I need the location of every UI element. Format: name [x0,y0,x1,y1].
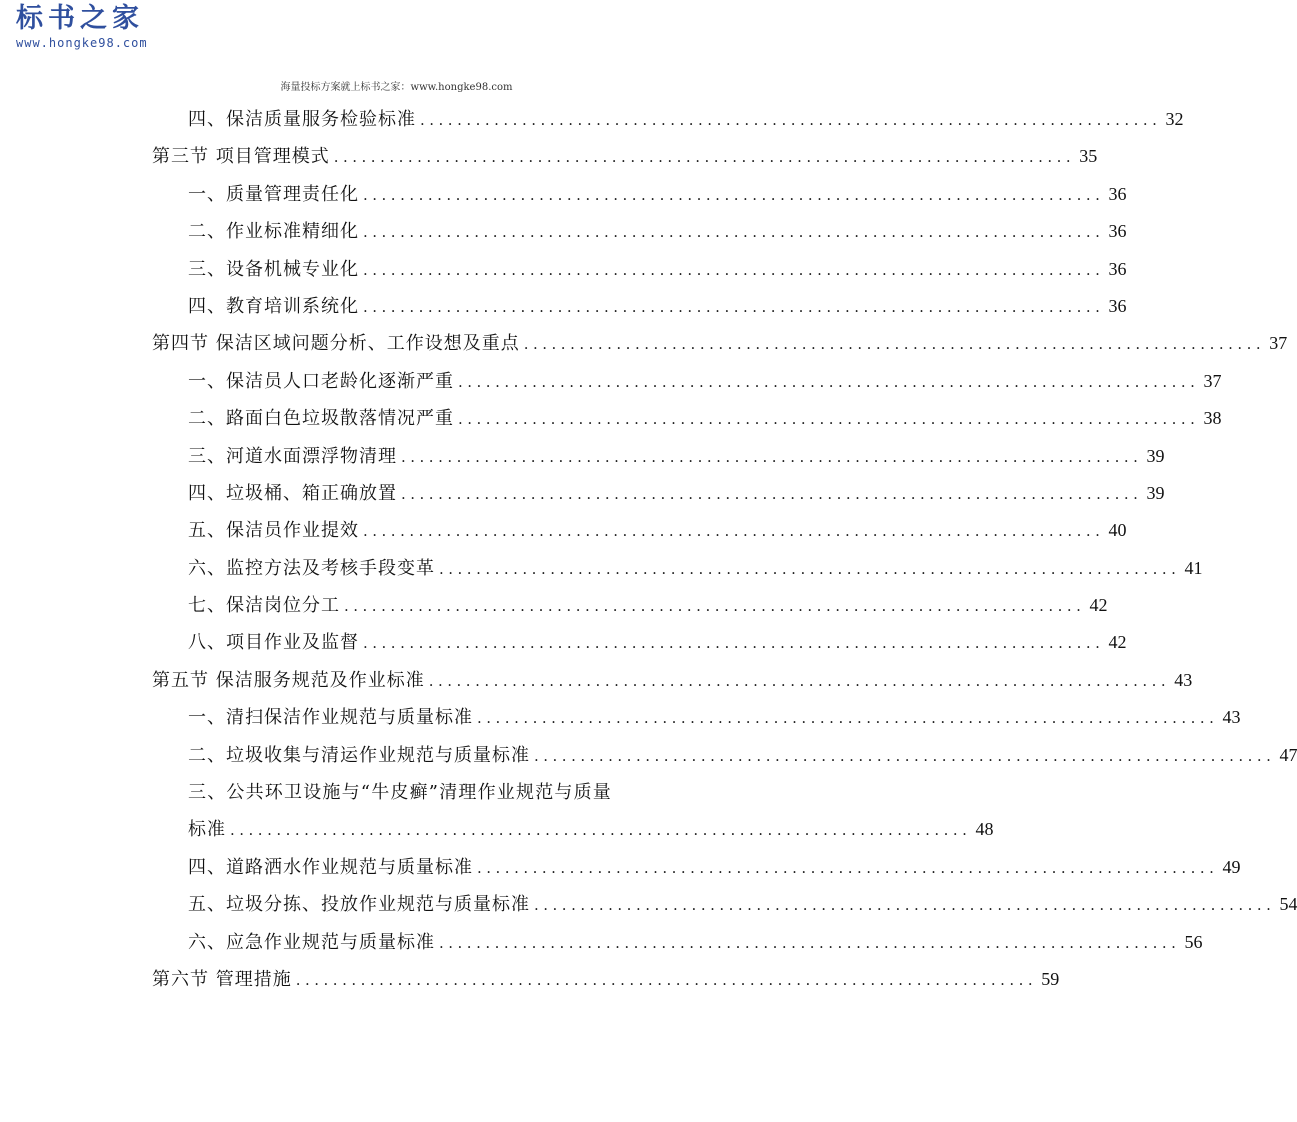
toc-dot-leader: ................................................................................ [477,709,1219,728]
logo [16,2,176,50]
toc-dot-leader: ................................................................................ [230,821,972,840]
toc-subsection-entry[interactable] [152,101,1184,138]
toc-dot-leader: ................................................................................ [458,410,1200,429]
toc-subsection-entry[interactable] [152,213,1127,250]
toc-page-number: 39 [1146,445,1165,466]
toc-subsection-entry[interactable] [152,886,1297,923]
toc-page-number: 54 [1279,894,1297,915]
toc-entry-label: 第三节 项目管理模式 [152,146,330,168]
toc-dot-leader: ................................................................................ [363,260,1105,279]
toc-subsection-entry[interactable] [152,512,1127,549]
toc-page-number: 36 [1108,258,1127,279]
toc-entry-wrapped-line[interactable]: 三、公共环卫设施与“牛皮癣”清理作业规范与质量 [188,782,613,804]
toc-page-number: 41 [1184,557,1203,578]
toc-entry-label: 八、项目作业及监督 [188,632,359,654]
toc-subsection-entry[interactable] [152,475,1165,512]
toc-entry-label: 二、作业标准精细化 [188,221,359,243]
toc-subsection-entry[interactable] [152,550,1203,587]
toc-page-number: 43 [1174,669,1193,690]
toc-page-number: 32 [1165,109,1184,129]
page-header: 海量投标方案就上标书之家：www.hongke98.com [280,82,513,93]
toc-entry-label: 六、监控方法及考核手段变革 [188,557,435,579]
toc-entry-label: 六、应急作业规范与质量标准 [188,931,435,953]
logo-title: 标书之家 [16,3,144,34]
toc-dot-leader: ................................................................................ [363,223,1105,242]
toc-subsection-entry[interactable] [152,288,1127,325]
toc-page-number: 39 [1146,482,1165,503]
toc-subsection-entry[interactable] [152,849,1241,886]
toc-page-number: 35 [1079,146,1098,167]
toc-dot-leader: ................................................................................ [363,185,1105,204]
toc-entry-label: 二、路面白色垃圾散落情况严重 [188,408,454,430]
toc-page-number: 36 [1108,221,1127,242]
toc-dot-leader: ................................................................................ [420,111,1162,129]
toc-dot-leader: ................................................................................ [523,335,1266,354]
toc-subsection-entry[interactable] [152,176,1127,213]
toc-dot-leader: ................................................................................ [458,372,1200,391]
toc-dot-leader: ................................................................................ [295,970,1038,989]
toc-page-number: 42 [1089,595,1108,616]
toc-dot-leader: ................................................................................ [401,447,1143,466]
toc-dot-leader: ................................................................................ [428,671,1171,690]
toc-page-number: 49 [1222,856,1241,877]
toc-dot-leader: ................................................................................ [534,746,1276,765]
toc-subsection-entry[interactable] [152,400,1222,437]
toc-entry-label: 三、设备机械专业化 [188,258,359,280]
toc-entry-label: 第五节 保洁服务规范及作业标准 [152,669,425,691]
toc-section-entry[interactable] [152,325,1288,362]
toc-subsection-entry[interactable] [152,438,1165,475]
toc-page-number: 47 [1279,744,1297,765]
toc-dot-leader: ................................................................................ [439,933,1181,952]
toc-page-number: 37 [1203,370,1222,391]
toc-subsection-entry[interactable] [152,624,1127,661]
toc-entry-label: 四、教育培训系统化 [188,295,359,317]
toc-dot-leader: ................................................................................ [333,148,1076,167]
toc-subsection-entry[interactable] [152,363,1222,400]
toc-page-number: 38 [1203,408,1222,429]
toc-page-number: 43 [1222,707,1241,728]
toc-dot-leader: ................................................................................ [534,896,1276,915]
toc-page-number: 40 [1108,520,1127,541]
toc-dot-leader: ................................................................................ [363,297,1105,316]
toc-page-number: 56 [1184,931,1203,952]
table-of-contents [152,101,1297,998]
toc-section-entry[interactable] [152,662,1193,699]
toc-section-entry[interactable] [152,138,1098,175]
toc-entry-label: 五、保洁员作业提效 [188,520,359,542]
toc-entry-label: 第四节 保洁区域问题分析、工作设想及重点 [152,333,520,355]
toc-entry-label: 三、河道水面漂浮物清理 [188,445,397,467]
toc-dot-leader: ................................................................................ [477,858,1219,877]
toc-entry-label: 一、质量管理责任化 [188,183,359,205]
toc-subsection-entry[interactable] [152,924,1203,961]
toc-dot-leader: ................................................................................ [363,634,1105,653]
toc-entry-label: 七、保洁岗位分工 [188,595,340,617]
toc-subsection-entry[interactable] [152,811,994,848]
toc-entry-label: 第六节 管理措施 [152,968,292,990]
toc-entry-label: 四、垃圾桶、箱正确放置 [188,482,397,504]
toc-page-number: 42 [1108,632,1127,653]
toc-subsection-entry[interactable] [152,251,1127,288]
toc-entry-label: 一、清扫保洁作业规范与质量标准 [188,707,473,729]
toc-page-number: 48 [975,819,994,840]
toc-page-number: 36 [1108,183,1127,204]
toc-entry-label: 四、保洁质量服务检验标准 [188,109,416,130]
toc-entry-label: 标准 [188,819,226,841]
toc-subsection-entry[interactable] [152,587,1108,624]
toc-subsection-entry[interactable] [152,737,1297,774]
toc-dot-leader: ................................................................................ [401,484,1143,503]
toc-dot-leader: ................................................................................ [344,597,1086,616]
toc-section-entry[interactable] [152,961,1060,998]
toc-page-number: 37 [1269,333,1288,354]
toc-entry-label: 二、垃圾收集与清运作业规范与质量标准 [188,744,530,766]
toc-page-number: 36 [1108,295,1127,316]
toc-dot-leader: ................................................................................ [439,559,1181,578]
toc-dot-leader: ................................................................................ [363,522,1105,541]
toc-subsection-entry[interactable] [152,699,1241,736]
toc-page-number: 59 [1041,968,1060,989]
toc-entry-label: 四、道路洒水作业规范与质量标准 [188,856,473,878]
toc-entry-label: 五、垃圾分拣、投放作业规范与质量标准 [188,894,530,916]
logo-url: www.hongke98.com [16,36,148,50]
toc-entry-label: 一、保洁员人口老龄化逐渐严重 [188,370,454,392]
